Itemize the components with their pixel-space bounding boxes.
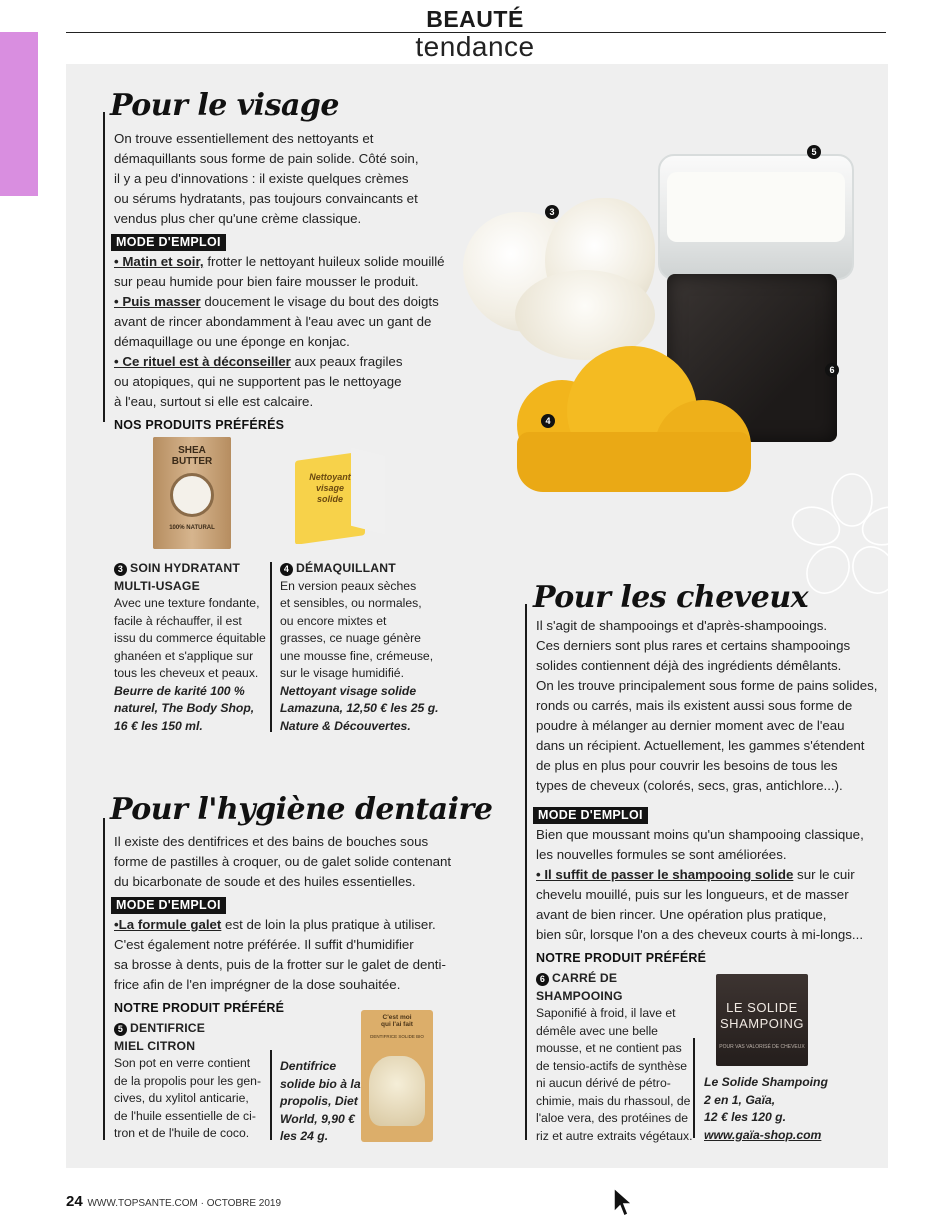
nettoyant-product-image: Nettoyant visage solide xyxy=(289,440,387,544)
product-3-number: 3 xyxy=(114,563,127,576)
dentaire-mode-badge: MODE D'EMPLOI xyxy=(111,897,226,914)
shea-butter-product-image: SHEA BUTTER 100% NATURAL xyxy=(153,437,231,549)
flower-outline-icon xyxy=(790,468,915,608)
visage-rule xyxy=(103,112,105,422)
cheveux-title: Pour les cheveux xyxy=(533,580,809,615)
dentaire-favorite-label: NOTRE PRODUIT PRÉFÉRÉ xyxy=(114,1001,285,1015)
photo-marker-6: 6 xyxy=(825,363,839,377)
cheveux-rule xyxy=(525,604,527,1140)
product-4-number: 4 xyxy=(280,563,293,576)
photo-marker-5: 5 xyxy=(807,145,821,159)
footer-text: WWW.TOPSANTE.COM · OCTOBRE 2019 xyxy=(87,1198,282,1209)
dentaire-rule xyxy=(103,818,105,1140)
photo-marker-3: 3 xyxy=(545,205,559,219)
visage-favorites-label: NOS PRODUITS PRÉFÉRÉS xyxy=(114,418,285,432)
product-6-info: Le Solide Shampoing 2 en 1, Gaïa, 12 € les 120 g. www.gaïa-shop.com xyxy=(704,1074,828,1144)
visage-steps: • Matin et soir, frotter le nettoyant huileux solide mouillé sur peau humide pour bien faire mousser le produit. • Puis masser doucement le visage du bout des doigts avant de rincer abondamment à l'eau avec un gant de démaquillage ou une éponge en konjac. • Ce rituel est à déconseiller aux peaux fragiles ou atopiques, qui ne supportent pas le nettoyage à l'eau, surtout si elle est calcaire. xyxy=(114,254,445,409)
cheveux-mode-badge: MODE D'EMPLOI xyxy=(533,807,648,824)
visage-intro: On trouve essentiellement des nettoyants et démaquillants sous forme de pain solide. Côté soin, il y a peu d'innovations : il existe quelques crèmes ou sérums hydratants, pas toujours convaincants et vendus plus cher qu'une crème classique. xyxy=(114,131,419,226)
product-3-card: 3 SOIN HYDRATANT MULTI-USAGE Avec une texture fondante, facile à réchauffer, il est issu du commerce équitable ghanéen et s'applique sur tous les cheveux et peaux. Beurre de karité 100 % naturel, The Body Shop, 16 € les 150 ml. xyxy=(114,561,266,733)
cheveux-favorite-label: NOTRE PRODUIT PRÉFÉRÉ xyxy=(536,951,707,965)
visage-mode-badge: MODE D'EMPLOI xyxy=(111,234,226,251)
product-5-info: Dentifrice solide bio à la propolis, Diet World, 9,90 € les 24 g. xyxy=(280,1059,361,1143)
product-4-card: 4 DÉMAQUILLANT En version peaux sèches et sensibles, ou normales, ou encore mixtes et grasses, ce nuage génère une mousse fine, crémeuse, sur le visage humidifié. Nettoyant visage solide Lamazuna, 12,50 € les 25 g. Nature & Découvertes. xyxy=(280,561,439,733)
section-subtitle: tendance xyxy=(415,31,535,62)
product-5-number: 5 xyxy=(114,1023,127,1036)
gaia-shop-link[interactable]: www.gaïa-shop.com xyxy=(704,1127,822,1142)
solide-shampoing-product-image: LE SOLIDE SHAMPOING POUR VAS VALORISÉ DE CHEVEUX xyxy=(716,974,808,1066)
dentifrice-product-image: C'est moi qui l'ai fait DENTIFRICE SOLIDE BIO xyxy=(361,1010,433,1142)
page-number: 24 xyxy=(66,1193,83,1210)
mouse-cursor-icon xyxy=(612,1186,636,1220)
cheveux-mode-text: Bien que moussant moins qu'un shampooing classique, les nouvelles formules se sont améliorées. • Il suffit de passer le shampooing solide sur le cuir chevelu mouillé, puis sur les longueurs, et de masser avant de bien rincer. Une opération plus pratique, bien sûr, lorsque l'on a des cheveux courts à mi-longs... xyxy=(536,827,864,942)
cheveux-product-divider xyxy=(693,1038,695,1138)
page-footer xyxy=(66,1193,281,1210)
product-5-card: 5 DENTIFRICE MIEL CITRON Son pot en verre contient de la propolis pour les gen- cives, du xylitol anticarie, de l'huile essentielle de ci- tron et de l'huile de coco. xyxy=(114,1021,262,1140)
photo-marker-4: 4 xyxy=(541,414,555,428)
dentaire-step: •La formule galet est de loin la plus pratique à utiliser. C'est également notre préférée. Il suffit d'humidifier sa brosse à dents, puis de la frotter sur le galet de denti- frice afin de l'en imprégner de la dose souhaitée. xyxy=(114,917,446,992)
product-6-number: 6 xyxy=(536,973,549,986)
dentaire-title: Pour l'hygiène dentaire xyxy=(110,792,493,827)
product-6-card: 6 CARRÉ DE SHAMPOOING Saponifié à froid, il lave et démêle avec une belle mousse, et ne contient pas de tensio-actifs de synthèse ni aucun dérivé de pétro- chimie, mais du rhassoul, de l'aloe vera, des protéines de riz et autre extraits végétaux. xyxy=(536,971,693,1143)
dentaire-product-divider xyxy=(270,1050,272,1140)
section-category: BEAUTÉ xyxy=(426,6,524,32)
cheveux-intro: Il s'agit de shampooings et d'après-shampooings. Ces derniers sont plus rares et certains shampooings solides contiennent déjà des ingrédients démêlants. On les trouve principalement sous forme de pains solides, ronds ou carrés, mais ils existent aussi sous forme de poudre à mélanger au dernier moment avec de l'eau dans un récipient. Actuellement, les gammes s'étendent de plus en plus pour couvrir les besoins de tous les types de cheveux (colorés, secs, gras, antichlore...). xyxy=(536,618,878,793)
product-divider xyxy=(270,562,272,732)
visage-title: Pour le visage xyxy=(110,88,339,123)
dentaire-intro: Il existe des dentifrices et des bains de bouches sous forme de pastilles à croquer, ou de galet solide contenant du bicarbonate de soude et des huiles essentielles. xyxy=(114,834,452,889)
